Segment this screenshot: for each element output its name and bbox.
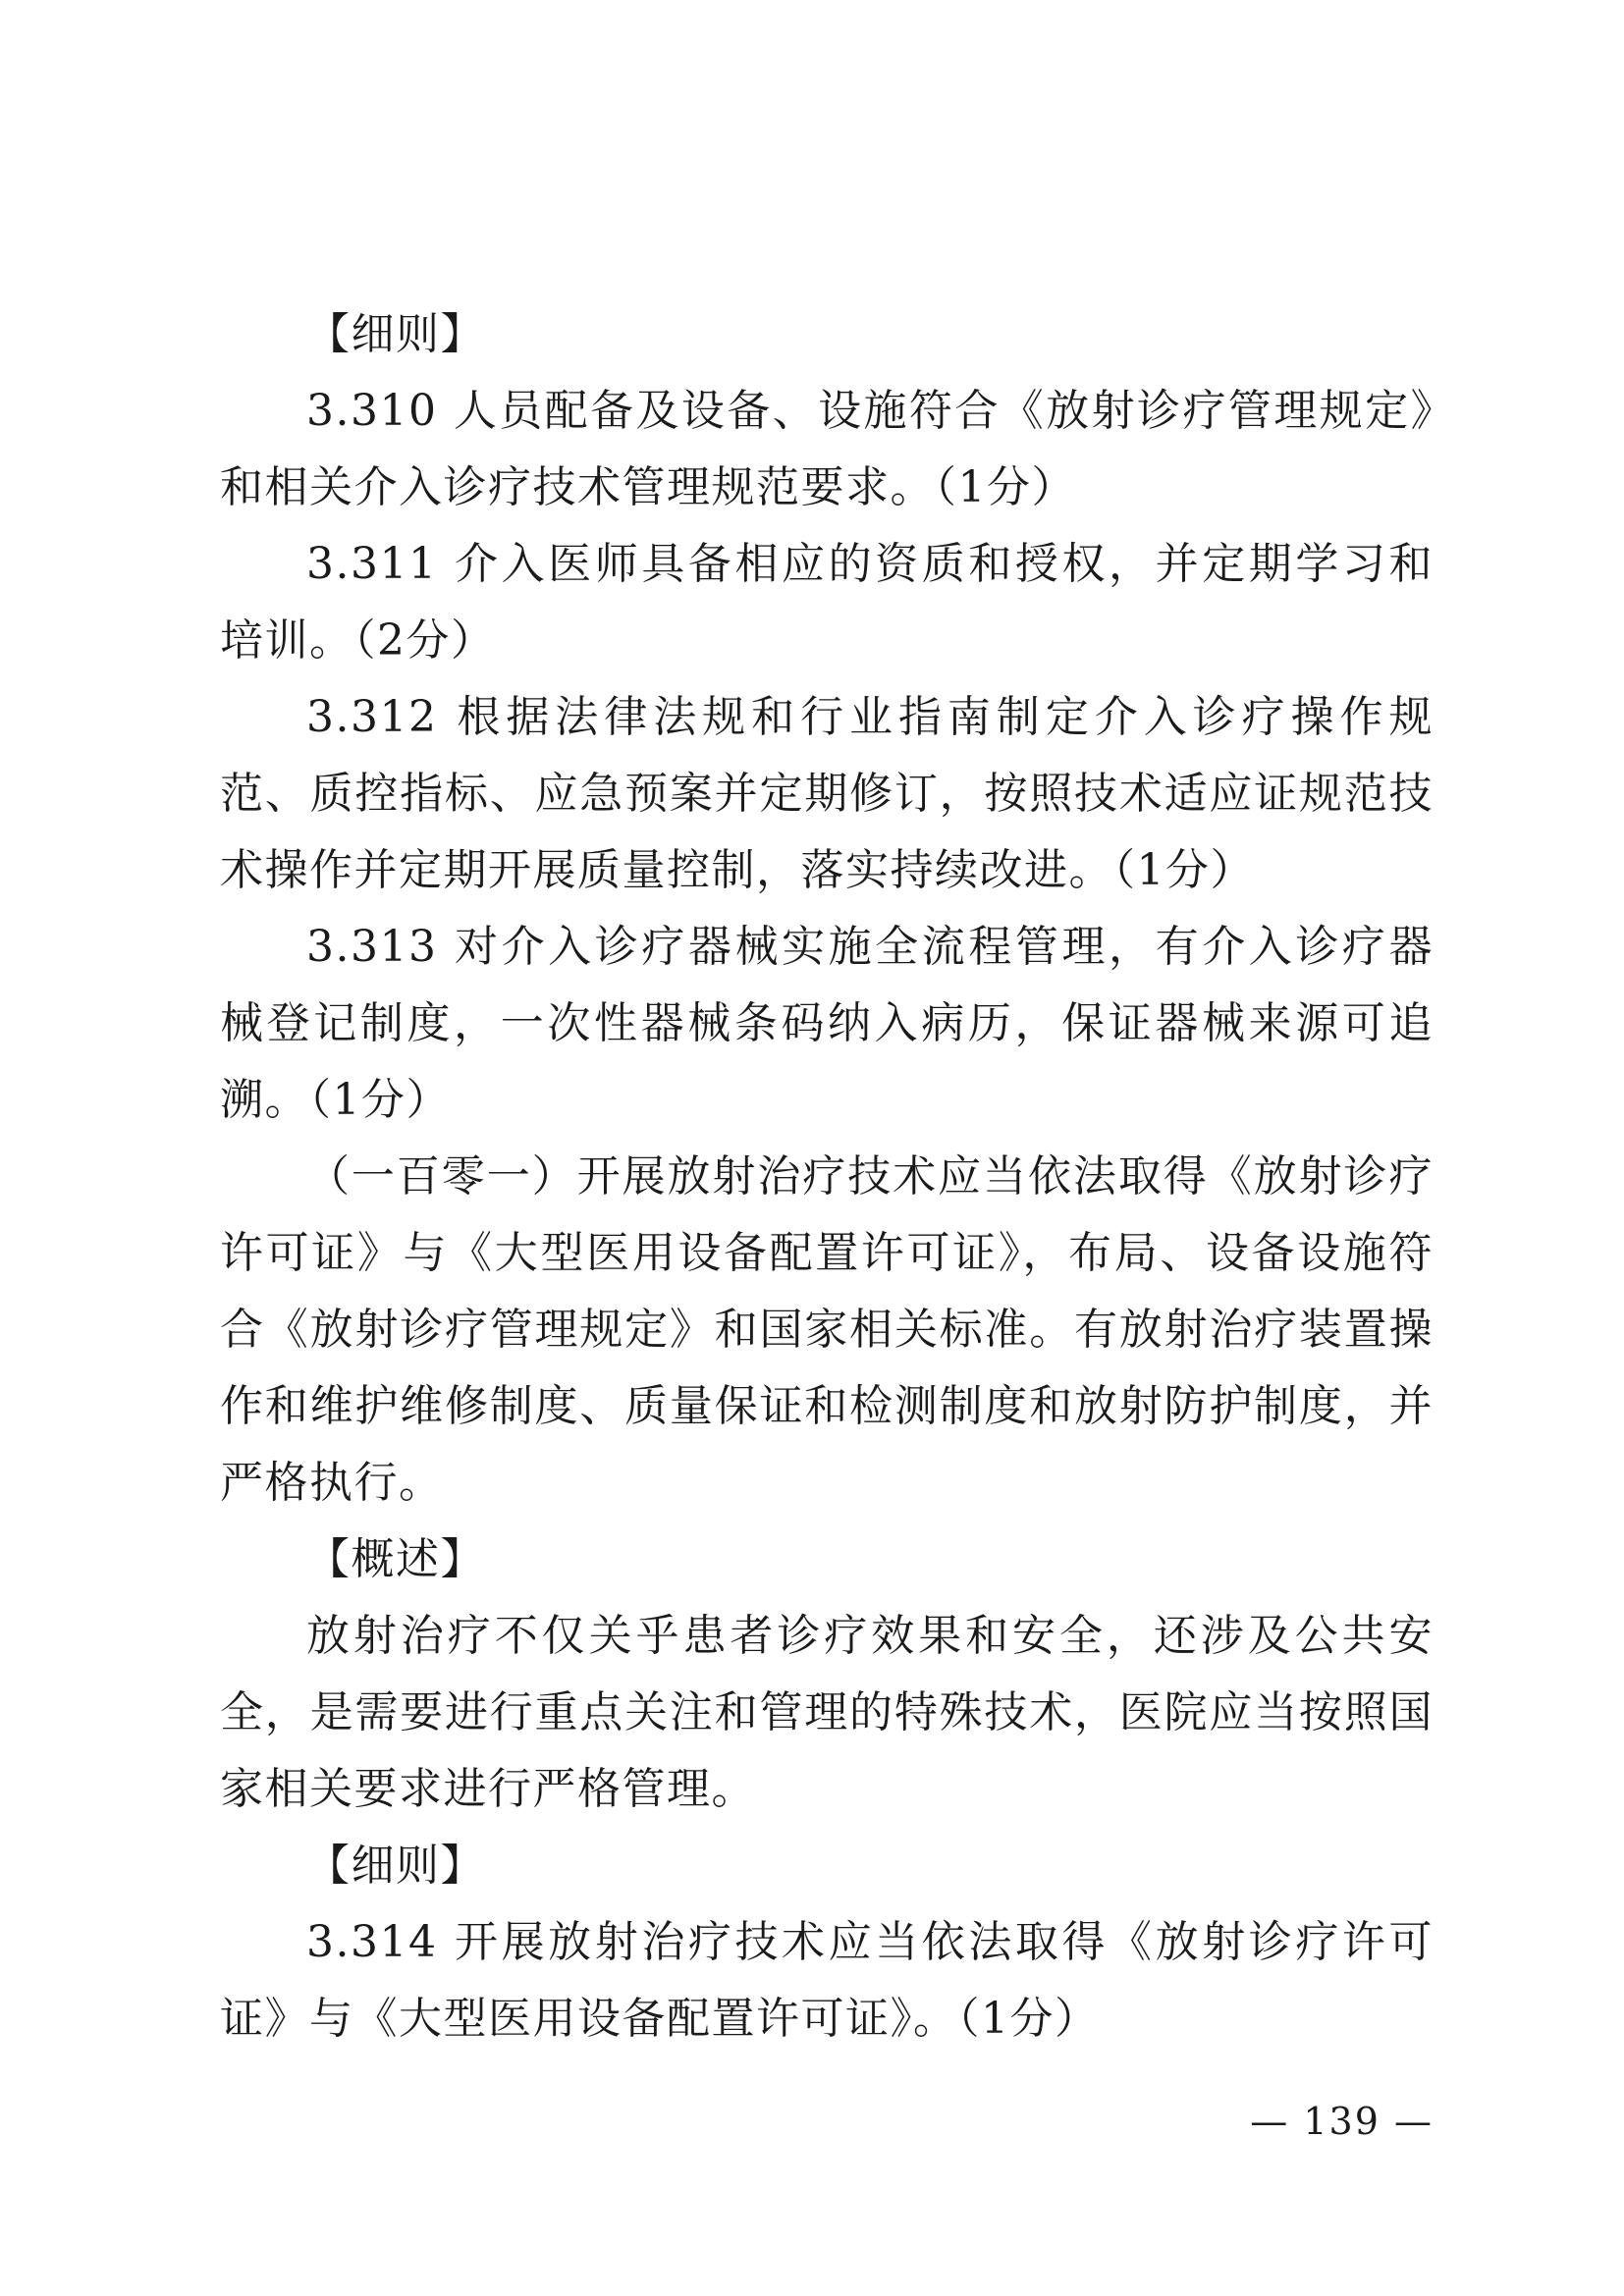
clause-3-310: 3.310 人员配备及设备、设施符合《放射诊疗管理规定》和相关介入诊疗技术管理规范要求。（1分）: [220, 386, 1434, 512]
clause-3-314: 3.314 开展放射治疗技术应当依法取得《放射诊疗许可证》与《大型医用设备配置许可证》。（1分）: [220, 1917, 1434, 2044]
page-body: [220, 296, 1434, 2057]
section-heading-detail-rules: 【细则】: [306, 309, 485, 359]
overview-paragraph: 放射治疗不仅关乎患者诊疗效果和安全，还涉及公共安全，是需要进行重点关注和管理的特殊技术，医院应当按照国家相关要求进行严格管理。: [220, 1611, 1434, 1814]
section-heading-overview: 【概述】: [306, 1534, 485, 1584]
clause-3-313: 3.313 对介入诊疗器械实施全流程管理，有介入诊疗器械登记制度，一次性器械条码纳入病历，保证器械来源可追溯。（1分）: [220, 922, 1434, 1125]
clause-3-312: 3.312 根据法律法规和行业指南制定介入诊疗操作规范、质控指标、应急预案并定期修订，按照技术适应证规范技术操作并定期开展质量控制，落实持续改进。（1分）: [220, 692, 1434, 895]
article-101-text: （一百零一）开展放射治疗技术应当依法取得《放射诊疗许可证》与《大型医用设备配置许可证》，布局、设备设施符合《放射诊疗管理规定》和国家相关标准。有放射治疗装置操作和维护维修制度、质量保证和检测制度和放射防护制度，并严格执行。: [220, 1151, 1434, 1508]
clause-3-311: 3.311 介入医师具备相应的资质和授权，并定期学习和培训。（2分）: [220, 539, 1434, 666]
page-number: — 139 —: [1250, 2100, 1434, 2143]
section-heading-detail-rules-2: 【细则】: [306, 1841, 485, 1891]
